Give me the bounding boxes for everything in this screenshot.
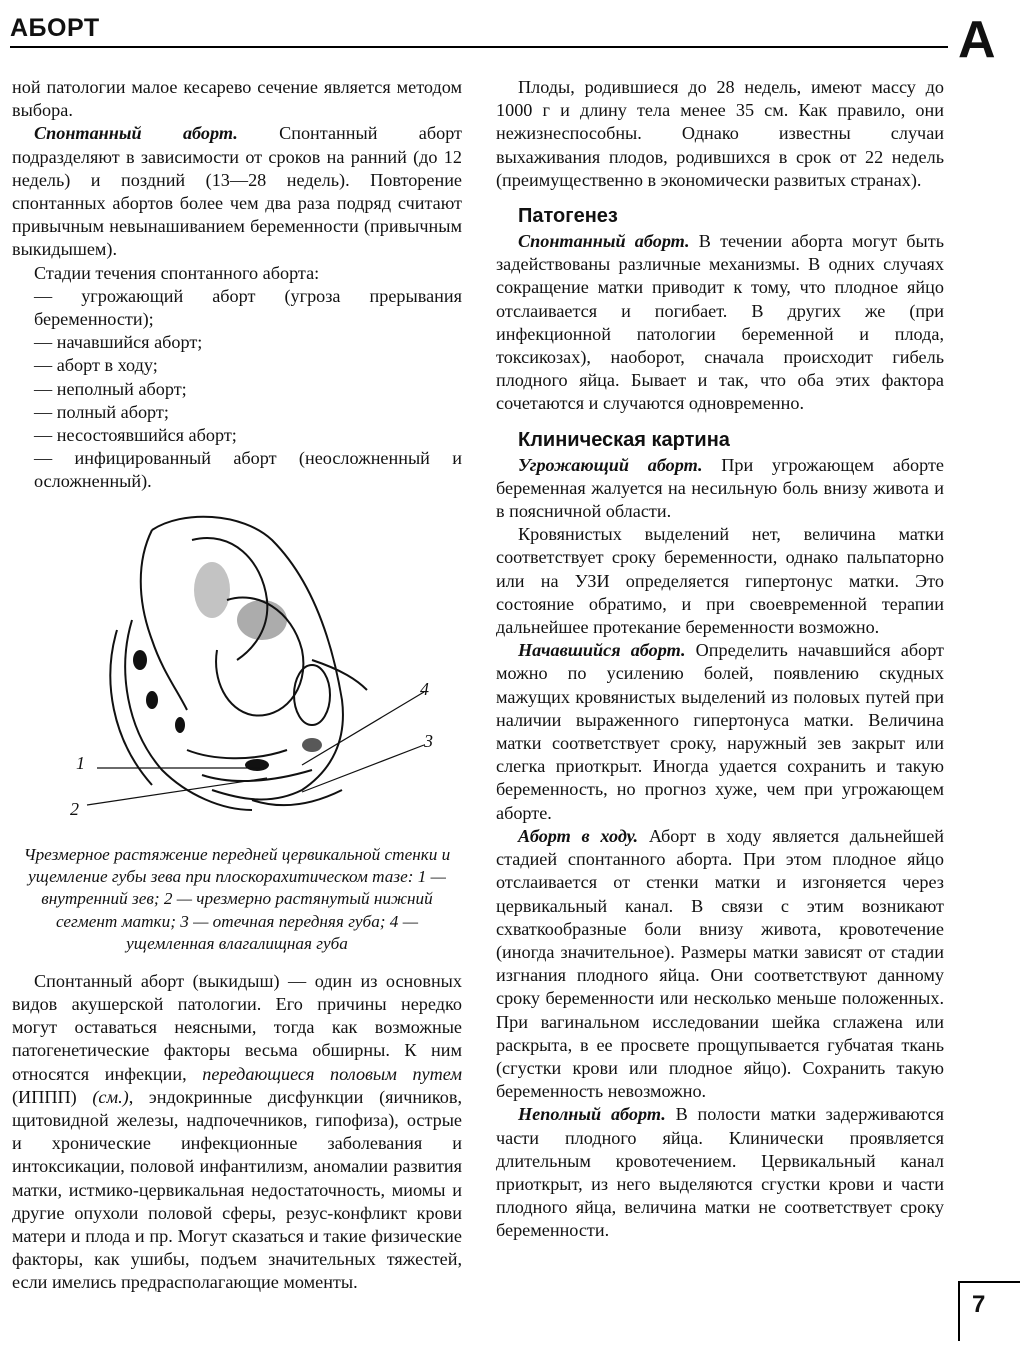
- stages-intro: Стадии течения спонтанного аборта:: [34, 262, 320, 283]
- paragraph-inevitable: [496, 825, 944, 1103]
- figure-label-3: 3: [424, 730, 433, 751]
- list-item: — полный аборт;: [34, 401, 169, 422]
- paragraph-text: Спонтанный аборт подразделяют в зависимости от сроков на ранний (до 12 недель) и поздний (13—28 недель). Повторение спонтанных абортов более чем два раза подряд считают привычным невынашиванием беременности (привычным выкидышем).: [12, 123, 463, 260]
- term-heading: Начавшийся аборт.: [518, 640, 686, 661]
- figure-label-2: 2: [70, 798, 79, 819]
- term-italic: передающиеся половым путем: [202, 1063, 462, 1084]
- paragraph-spontaneous: [12, 122, 462, 261]
- list-item: — инфицированный аборт (неосложненный и осложненный).: [34, 448, 462, 492]
- paragraph-beginning: [496, 639, 944, 825]
- paragraph-incomplete: [496, 1103, 944, 1242]
- paragraph-text: При угрожающем аборте беременная жалуется на несильную боль внизу живота и в поясничной области.: [496, 454, 944, 522]
- paragraph-text: , эндокринные дисфункции (яичников, щитовидной железы, надпочечников, гипофиза), острые и хронические инфекционные заболевания и интоксикации, половой инфантилизм, аномалии развития матки, истмико-цервикальная недостаточность, миомы и другие опухоли половой сферы, резус-конфликт крови матери и плода и пр. Могут сказаться и такие физические факторы, как ушибы, подъем значительных тяжестей, если имелись предрасполагающие моменты.: [12, 1086, 462, 1293]
- figure-caption: Чрезмерное растяжение передней цервикальной стенки и ущемление губы зева при плоскорахитическом тазе: 1 — внутренний зев; 2 — чрезмерно растянутый нижний сегмент матки; 3 — отечная передняя губа; 4 — ущемленная влагалищная губа: [23, 844, 451, 954]
- term-heading: Неполный аборт.: [518, 1104, 666, 1125]
- paragraph: ной патологии малое кесарево сечение является методом выбора.: [12, 77, 462, 121]
- heading-clinical: Клиническая картина: [518, 428, 730, 451]
- list-item: — неполный аборт;: [34, 378, 187, 399]
- figure-label-4: 4: [420, 678, 429, 699]
- paragraph-threatened: [496, 454, 944, 524]
- stages-list: [12, 285, 462, 494]
- term-heading: Угрожающий аборт.: [518, 454, 703, 475]
- paragraph-text: В полости матки задерживаются части плодного яйца. Клинически проявляется длительным кровотечением. Цервикальный канал приоткрыт, из него выделяются сгустки крови и части плодного яйца, величина матки не соответствует сроку беременности.: [496, 1104, 945, 1241]
- figure-label-1: 1: [76, 752, 85, 773]
- term-heading: Спонтанный аборт.: [518, 231, 690, 252]
- paragraph-text: В течении аборта могут быть задействованы различные механизмы. В одних случаях сокращение матки приводит к тому, что плодное яйцо отслаивается и погибает. В других же (при инфекционной патологии беременной и плода, токсикозах), наоборот, сначала происходит гибель плодного яйца. Бывает и так, что оба этих фактора сочетаются и случаются одновременно.: [496, 231, 944, 414]
- paragraph: Кровянистых выделений нет, величина матки соответствует сроку беременности, однако пальпаторно или на УЗИ определяется гипертонус матки. Это состояние обратимо, и при своевременной терапии дальнейшее протекание беременности возможно.: [496, 524, 944, 638]
- page-number-rule: [958, 1281, 1020, 1283]
- page-number: 7: [972, 1291, 986, 1318]
- pelvis-illustration: [12, 500, 462, 840]
- term-heading: Аборт в ходу.: [518, 825, 639, 846]
- running-head: АБОРТ: [10, 14, 100, 42]
- paragraph-pathogenesis: [496, 230, 944, 416]
- list-item: — начавшийся аборт;: [34, 332, 203, 353]
- list-item: — аборт в ходу;: [34, 355, 158, 376]
- anatomy-figure: [12, 500, 462, 840]
- paragraph-text: (ИППП): [12, 1086, 93, 1107]
- paragraph-text: Аборт в ходу является дальнейшей стадией спонтанного аборта. При этом плодное яйцо отслаивается от стенки матки и изгоняется через цервикальный канал. В связи с этим возникают схваткообразные боли внизу живота, кровотечение (иногда значительное). Размеры матки зависят от стадии изгнания плодного яйца. Они соответствуют данному сроку беременности или несколько меньше положенных. При вагинальном исследовании шейка сглажена или раскрыта, в ее просвете прощупывается губчатая ткань (сгустки крови или плодное яйцо). Сохранить такую беременность невозможно.: [496, 825, 944, 1102]
- term-heading: Спонтанный аборт.: [34, 123, 238, 144]
- cross-reference: (см.): [92, 1086, 129, 1107]
- heading-pathogenesis: Патогенез: [518, 205, 618, 228]
- header-rule: [10, 46, 948, 48]
- section-letter: А: [958, 11, 996, 69]
- paragraph: Плоды, родившиеся до 28 недель, имеют массу до 1000 г и длину тела менее 35 см. Как правило, они нежизнеспособны. Однако известны случаи выхаживания плодов, родившихся в срок от 22 недель (преимущественно в экономически развитых странах).: [496, 77, 944, 190]
- paragraph-text: Определить начавшийся аборт можно по усилению болей, появлению скудных мажущих кровянистых выделений из половых путей при наличии выраженного гипертонуса матки. Величина матки соответствует сроку, наружный зев закрыт или слегка приоткрыт. Иногда удается сохранить и такую беременность, но прогноз хуже, чем при угрожающем аборте.: [496, 640, 945, 823]
- page-number-divider: [958, 1281, 960, 1341]
- left-column: [12, 76, 462, 1295]
- list-item: — несостоявшийся аборт;: [34, 425, 237, 446]
- paragraph-causes: [12, 970, 462, 1295]
- list-item: — угрожающий аборт (угроза прерывания беременности);: [34, 285, 462, 330]
- paragraph-text: Спонтанный аборт (выкидыш) — один из основных видов акушерской патологии. Его причины нередко могут оставаться неясными, тогда как возможные патогенетические факторы весьма обширны. К ним относятся инфекции,: [12, 970, 462, 1084]
- right-column: [496, 76, 944, 1243]
